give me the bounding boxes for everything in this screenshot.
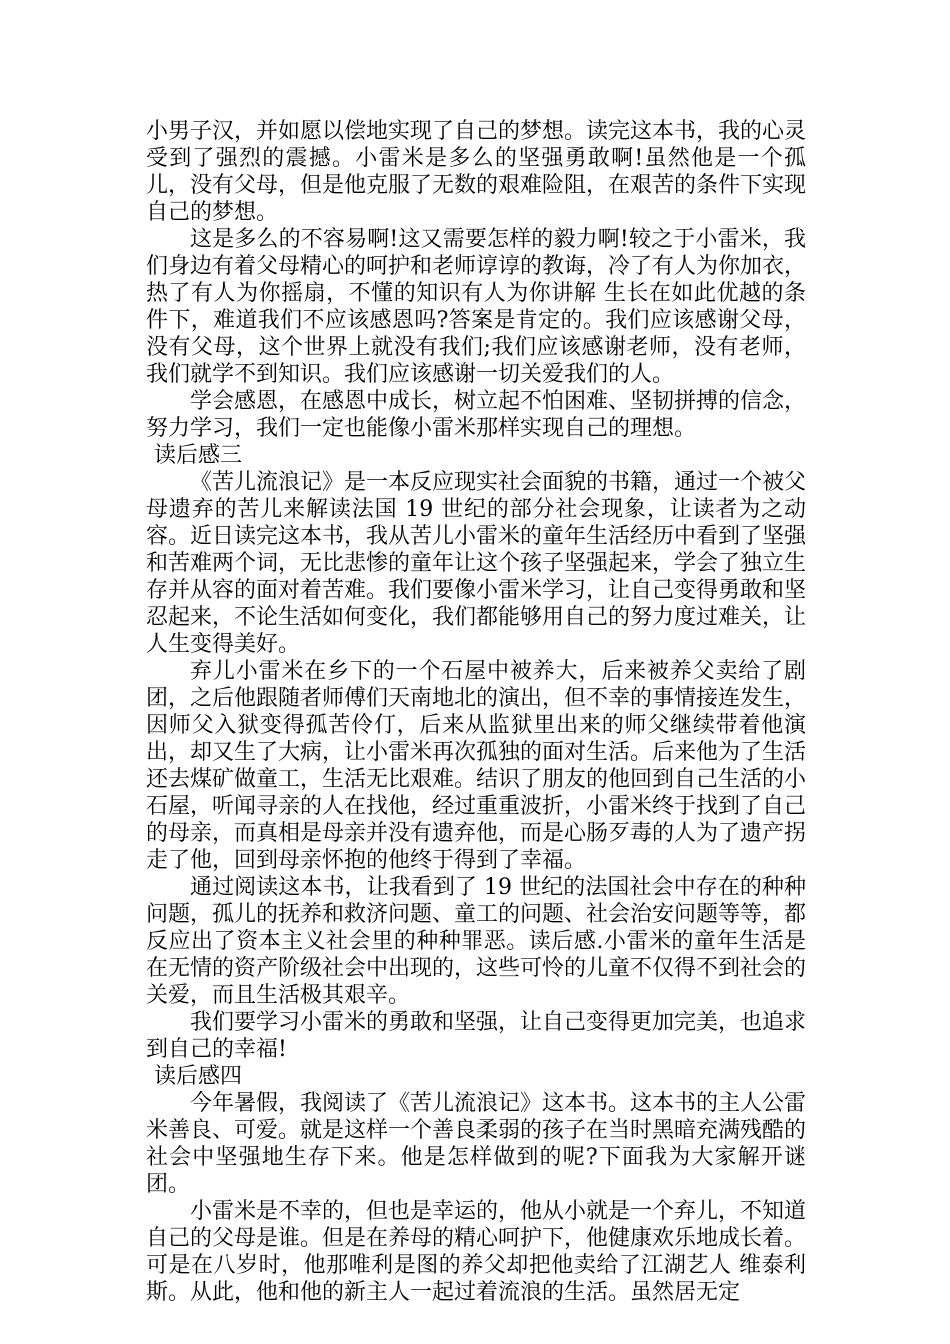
paragraph-5: 弃儿小雷米在乡下的一个石屋中被养大，后来被养父卖给了剧团，之后他跟随者师傅们天南地北的演出，但不幸的事情接连发生，因师父入狱变得孤苦伶仃，后来从监狱里出来的师父继续带着他演出，却又生了大病，让小雷米再次孤独的面对生活。后来他为了生活还去煤矿做童工，生活无比艰难。结识了朋友的他回到自己生活的小石屋，听闻寻亲的人在找他，经过重重波折，小雷米终于找到了自己的母亲，而真相是母亲并没有遗弃他，而是心肠歹毒的人为了遗产拐走了他，回到母亲怀抱的他终于得到了幸福。 [146,659,807,873]
paragraph-3: 学会感恩，在感恩中成长，树立起不怕困难、坚韧拼搏的信念，努力学习，我们一定也能像小雷米那样实现自己的理想。 [146,389,807,441]
paragraph-6: 通过阅读这本书，让我看到了 19 世纪的法国社会中存在的种种问题，孤儿的抚养和救济问题、童工的问题、社会治安问题等等，都反应出了资本主义社会里的种种罪恶。读后感.小雷米的童年生活是在无情的资产阶级社会中出现的，这些可怜的儿童不仅得不到社会的关爱，而且生活极其艰辛。 [146,875,807,1008]
paragraph-4: 《苦儿流浪记》是一本反应现实社会面貌的书籍，通过一个被父母遗弃的苦儿来解读法国 19 世纪的部分社会现象，让读者为之动容。近日读完这本书，我从苦儿小雷米的童年生活经历中看到了坚强和苦难两个词，无比悲惨的童年让这个孩子坚强起来，学会了独立生存并从容的面对着苦难。我们要像小雷米学习，让自己变得勇敢和坚忍起来，不论生活如何变化，我们都能够用自己的努力度过难关，让人生变得美好。 [146,470,807,657]
section-heading-4: 读后感四 [154,1064,243,1089]
document-page [146,118,806,1306]
section-heading-3: 读后感三 [154,443,243,468]
paragraph-1: 小男子汉，并如愿以偿地实现了自己的梦想。读完这本书，我的心灵受到了强烈的震撼。小雷米是多么的坚强勇敢啊!虽然他是一个孤儿，没有父母，但是他克服了无数的艰难险阻，在艰苦的条件下实现自己的梦想。 [146,119,807,225]
paragraph-2: 这是多么的不容易啊!这又需要怎样的毅力啊!较之于小雷米，我们身边有着父母精心的呵护和老师谆谆的教诲，冷了有人为你加衣，热了有人为你摇扇，不懂的知识有人为你讲解 生长在如此优越的条件下，难道我们不应该感恩吗?答案是肯定的。我们应该感谢父母，没有父母，这个世界上就没有我们;我们应该感谢老师，没有老师，我们就学不到知识。我们应该感谢一切关爱我们的人。 [146,227,807,387]
paragraph-9: 小雷米是不幸的，但也是幸运的，他从小就是一个弃儿，不知道自己的父母是谁。但是在养母的精心呵护下，他健康欢乐地成长着。可是在八岁时，他那唯利是图的养父却把他卖给了江湖艺人 维泰利斯。从此，他和他的新主人一起过着流浪的生活。虽然居无定 [146,1199,807,1305]
paragraph-7: 我们要学习小雷米的勇敢和坚强，让自己变得更加完美，也追求到自己的幸福! [146,1010,807,1062]
paragraph-8: 今年暑假，我阅读了《苦儿流浪记》这本书。这本书的主人公雷米善良、可爱。就是这样一个善良柔弱的孩子在当时黑暗充满残酷的社会中坚强地生存下来。他是怎样做到的呢?下面我为大家解开谜团。 [146,1091,807,1197]
